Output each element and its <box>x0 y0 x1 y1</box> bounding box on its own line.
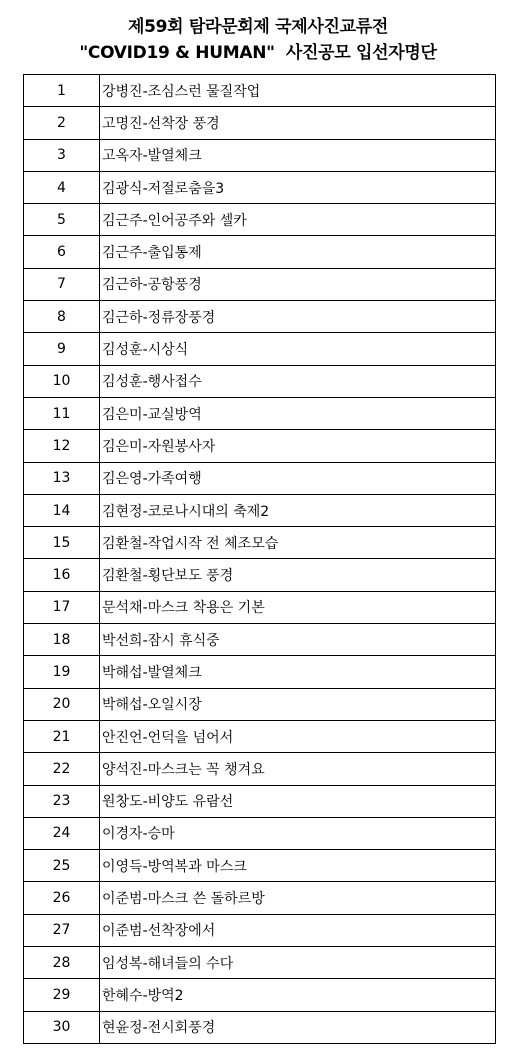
entry-name: 현윤정-전시회풍경 <box>100 1011 496 1043</box>
row-number: 24 <box>24 817 100 849</box>
entry-name: 박해섭-오일시장 <box>100 688 496 720</box>
row-number: 20 <box>24 688 100 720</box>
row-number: 3 <box>24 139 100 171</box>
row-number: 16 <box>24 559 100 591</box>
row-number: 26 <box>24 882 100 914</box>
entry-name: 김광식-저절로춤을3 <box>100 171 496 203</box>
table-row <box>24 365 496 397</box>
table-row <box>24 817 496 849</box>
table-row <box>24 785 496 817</box>
table-row <box>24 171 496 203</box>
entry-name: 김성훈-행사접수 <box>100 365 496 397</box>
row-number: 5 <box>24 204 100 236</box>
table-row <box>24 914 496 946</box>
row-number: 30 <box>24 1011 100 1043</box>
table-row <box>24 204 496 236</box>
entry-name: 이영득-방역복과 마스크 <box>100 850 496 882</box>
row-number: 19 <box>24 656 100 688</box>
entry-name: 김은영-가족여행 <box>100 462 496 494</box>
table-row <box>24 333 496 365</box>
entry-name: 이준범-선착장에서 <box>100 914 496 946</box>
row-number: 2 <box>24 107 100 139</box>
table-row <box>24 301 496 333</box>
table-row <box>24 75 496 107</box>
row-number: 13 <box>24 462 100 494</box>
entry-name: 한혜수-방역2 <box>100 979 496 1011</box>
table-row <box>24 462 496 494</box>
entry-name: 박해섭-발열체크 <box>100 656 496 688</box>
table-row <box>24 397 496 429</box>
row-number: 23 <box>24 785 100 817</box>
row-number: 10 <box>24 365 100 397</box>
row-number: 22 <box>24 753 100 785</box>
entry-name: 고옥자-발열체크 <box>100 139 496 171</box>
table-row <box>24 753 496 785</box>
table-row <box>24 430 496 462</box>
title-line-2: "COVID19 & HUMAN" 사진공모 입선자명단 <box>79 43 437 63</box>
entry-name: 김근주-인어공주와 셀카 <box>100 204 496 236</box>
entry-name: 임성복-해녀들의 수다 <box>100 947 496 979</box>
table-row <box>24 268 496 300</box>
table-row <box>24 624 496 656</box>
row-number: 9 <box>24 333 100 365</box>
entry-name: 양석진-마스크는 꼭 챙겨요 <box>100 753 496 785</box>
table-row <box>24 979 496 1011</box>
entry-name: 김근하-공항풍경 <box>100 268 496 300</box>
row-number: 25 <box>24 850 100 882</box>
table-row <box>24 850 496 882</box>
table-row <box>24 1011 496 1043</box>
table-row <box>24 882 496 914</box>
row-number: 18 <box>24 624 100 656</box>
row-number: 17 <box>24 591 100 623</box>
page-title <box>0 14 516 66</box>
table-row <box>24 236 496 268</box>
entry-name: 강병진-조심스런 물질작업 <box>100 75 496 107</box>
entry-name: 박선희-잠시 휴식중 <box>100 624 496 656</box>
entry-name: 김환철-작업시작 전 체조모습 <box>100 527 496 559</box>
entry-name: 원창도-비양도 유람선 <box>100 785 496 817</box>
table-row <box>24 527 496 559</box>
winners-table-container <box>23 74 496 1044</box>
table-row <box>24 947 496 979</box>
row-number: 12 <box>24 430 100 462</box>
entry-name: 김현정-코로나시대의 축제2 <box>100 494 496 526</box>
entry-name: 안진언-언덕을 넘어서 <box>100 720 496 752</box>
row-number: 6 <box>24 236 100 268</box>
row-number: 15 <box>24 527 100 559</box>
entry-name: 김은미-자원봉사자 <box>100 430 496 462</box>
table-row <box>24 559 496 591</box>
row-number: 14 <box>24 494 100 526</box>
table-row <box>24 720 496 752</box>
entry-name: 고명진-선착장 풍경 <box>100 107 496 139</box>
row-number: 11 <box>24 397 100 429</box>
entry-name: 김성훈-시상식 <box>100 333 496 365</box>
row-number: 7 <box>24 268 100 300</box>
row-number: 1 <box>24 75 100 107</box>
entry-name: 김은미-교실방역 <box>100 397 496 429</box>
entry-name: 김환철-횡단보도 풍경 <box>100 559 496 591</box>
entry-name: 문석채-마스크 착용은 기본 <box>100 591 496 623</box>
table-row <box>24 494 496 526</box>
table-row <box>24 591 496 623</box>
entry-name: 김근하-정류장풍경 <box>100 301 496 333</box>
row-number: 28 <box>24 947 100 979</box>
row-number: 21 <box>24 720 100 752</box>
entry-name: 김근주-출입통제 <box>100 236 496 268</box>
entry-name: 이준범-마스크 쓴 돌하르방 <box>100 882 496 914</box>
row-number: 4 <box>24 171 100 203</box>
entry-name: 이경자-승마 <box>100 817 496 849</box>
table-row <box>24 656 496 688</box>
row-number: 8 <box>24 301 100 333</box>
table-row <box>24 139 496 171</box>
table-row <box>24 688 496 720</box>
winners-table-body <box>24 75 496 1044</box>
row-number: 29 <box>24 979 100 1011</box>
row-number: 27 <box>24 914 100 946</box>
title-line-1: 제59회 탐라문회제 국제사진교류전 <box>127 17 388 37</box>
winners-table <box>23 74 496 1044</box>
table-row <box>24 107 496 139</box>
